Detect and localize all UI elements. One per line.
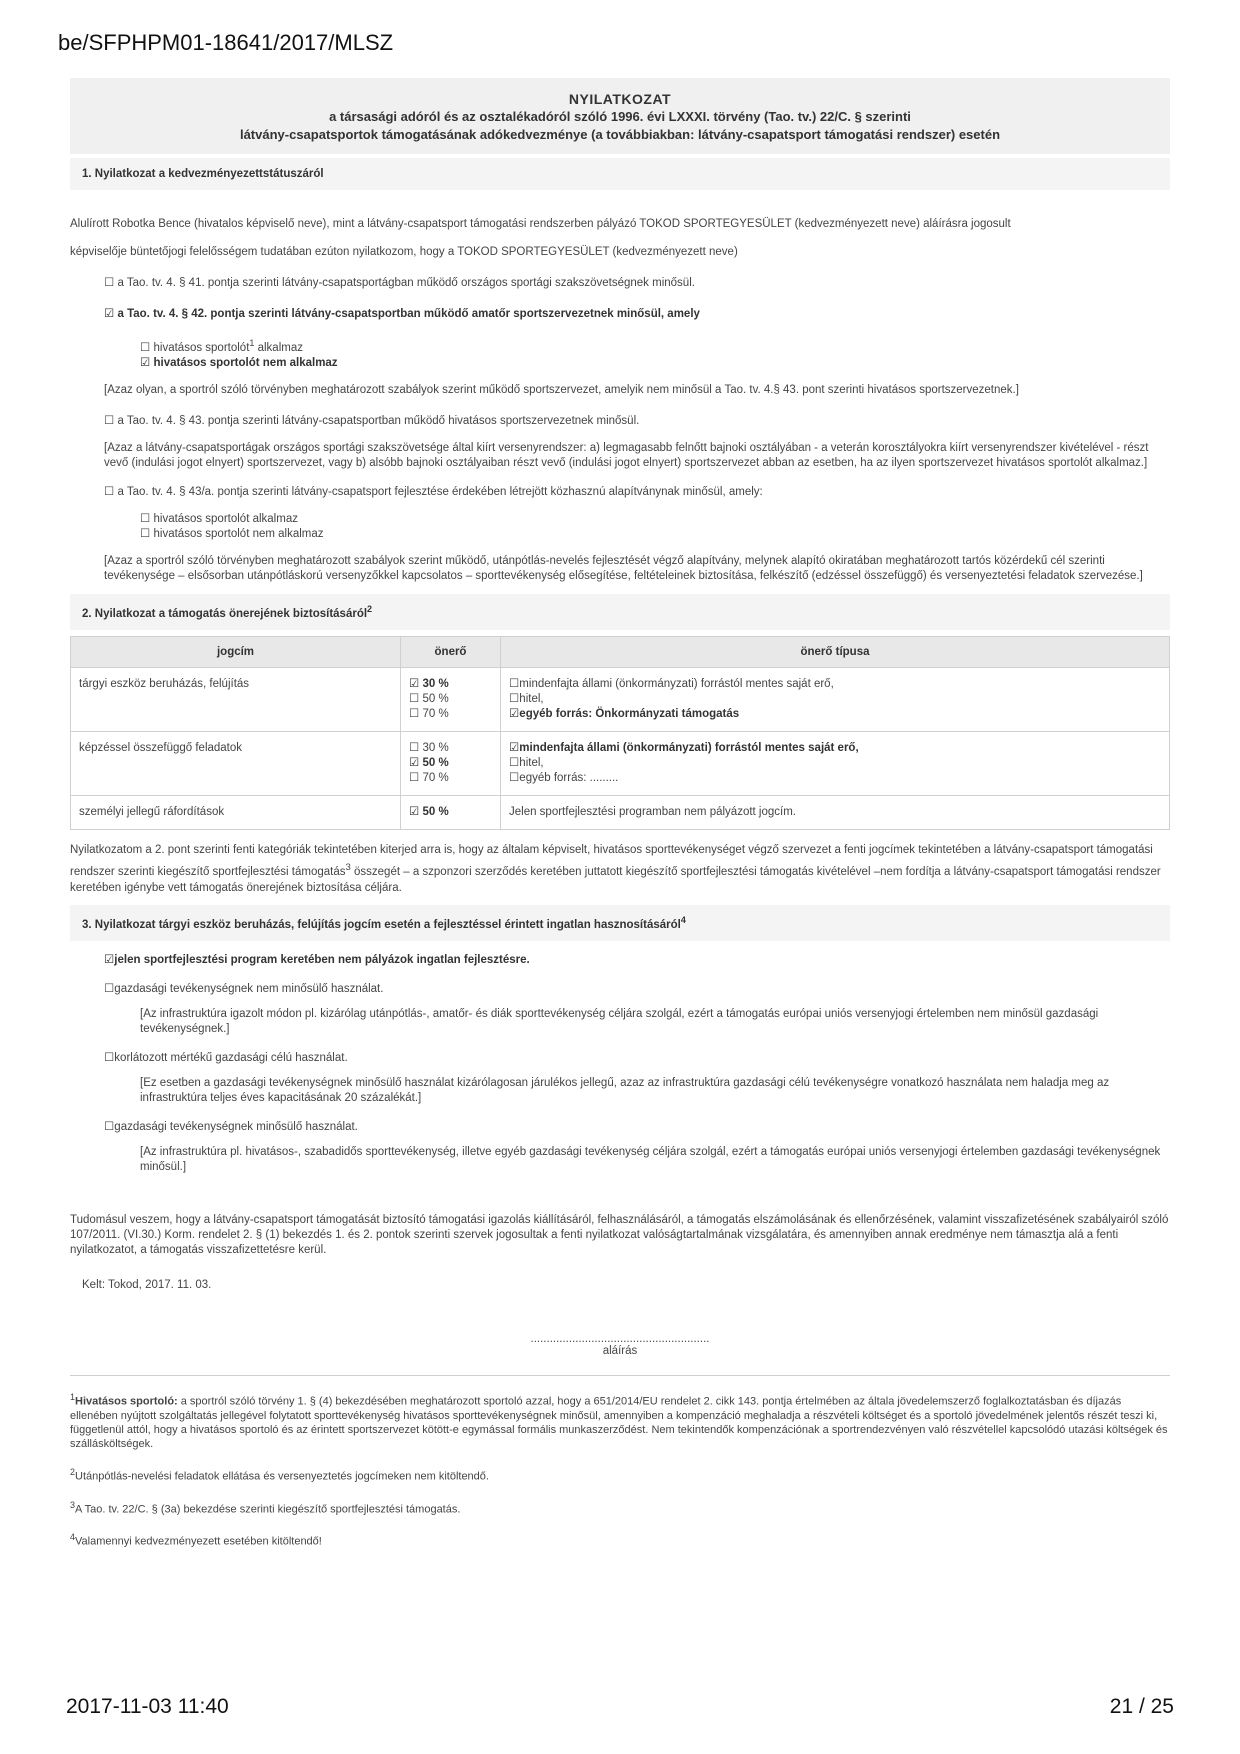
status-option-42[interactable]: ☑ a Tao. tv. 4. § 42. pontja szerinti látvány-csapatsportban működő amatőr sportszervezetnek minősül, amely — [104, 308, 700, 320]
property-note-non-economic: [Az infrastruktúra igazolt módon pl. kizárólag utánpótlás-, amatőr- és diák sporttevékenység céljára szolgál, ezért a támogatás európai uniós versenyjogi értelemben nem minősül gazdasági tevékenységnek.] — [140, 1008, 1099, 1036]
date-place: Kelt: Tokod, 2017. 11. 03. — [82, 1279, 212, 1292]
tipus-cell — [501, 731, 1170, 795]
status-option-43[interactable]: ☐ a Tao. tv. 4. § 43. pontja szerinti látvány-csapatsportban működő hivatásos sportszervezetnek minősül. — [104, 414, 640, 427]
section3-title: 3. Nyilatkozat tárgyi eszköz beruházás, felújítás jogcím esetén a fejlesztéssel érintett ingatlan hasznosításáról$^4$ — [70, 905, 1170, 941]
column-header: önerő típusa — [501, 636, 1170, 667]
onero-option[interactable]: ☐ 70 % — [409, 771, 449, 784]
column-header: önerő — [401, 636, 501, 667]
property-option-non-economic[interactable]: ☐gazdasági tevékenységnek nem minősülő használat. — [104, 983, 384, 996]
section1-intro — [70, 210, 1170, 266]
onero-option[interactable]: ☑ 50 % — [409, 756, 449, 769]
footnote-1: $^1$Hivatásos sportoló: a sportról szóló törvény 1. § (4) bekezdésében meghatározott sportoló azzal, hogy a 651/2014/EU rendelet 2. cikk 143. pontja értelmében az általa jövedelemszerző foglalkoztatásban és díjazás ellenében nyújtott szolgáltatás jellegével folytatott sporttevékenység hivatásos sporttevékenységnek minősül, amennyiben a kompenzáció meghaladja a részvételi költséget és a sportoló jövedelmének jelentős részét teszi ki, függetlenül attól, hogy a hivatásos sportoló és az érintett sportszervezet kötött-e egymással formális munkaszerződést. Nem tekintendők kompenzációnak a sportrendezvényen való részvétellel kapcsolódó utazási költségek és szállásköltségek. — [70, 1392, 1168, 1450]
jogcim-cell: személyi jellegű ráfordítások — [71, 795, 401, 829]
note-42: [Azaz olyan, a sportról szóló törvényben meghatározott szabályok szerint működő sportszervezet, amelyik nem minősül a Tao. tv. 4.§ 43. pont szerinti hivatásos sportszervezetnek.] — [104, 383, 1019, 396]
header-line-3: látvány-csapatsportok támogatásának adókedvezménye (a továbbiakban: látvány-csapatsport támogatási rendszer) esetén — [239, 127, 1001, 142]
property-option-none[interactable]: ☑jelen sportfejlesztési program keretében nem pályázok ingatlan fejlesztésre. — [104, 954, 530, 967]
column-header: jogcím — [71, 636, 401, 667]
onero-option[interactable]: ☐ 50 % — [409, 692, 449, 705]
tipus-option[interactable]: ☐egyéb forrás: ......... — [509, 771, 619, 784]
option-42-pro-no[interactable]: ☑ hivatásos sportolót nem alkalmaz — [140, 356, 338, 369]
tipus-option[interactable]: ☑egyéb forrás: Önkormányzati támogatás — [509, 707, 740, 720]
tipus-cell — [501, 667, 1170, 731]
header-line-2: a társasági adóról és az osztalékadóról szóló 1996. évi LXXXI. törvény (Tao. tv.) 22/C. § szerinti — [329, 109, 911, 124]
option-42-pro-yes[interactable]: ☐ hivatásos sportolót$^1$ alkalmaz — [140, 338, 303, 354]
footnote-2: $^2$Utánpótlás-nevelési feladatok ellátása és versenyeztetés jogcímeken nem kitöltendő. — [70, 1466, 489, 1483]
tipus-option[interactable]: ☐hitel, — [509, 692, 544, 705]
property-note-economic: [Az infrastruktúra pl. hivatásos-, szabadidős sporttevékenység, illetve egyéb gazdasági tevékenység céljára szolgál, ezért a támogatás európai uniós versenyjogi értelemben gazdasági tevékenységnek minősül.] — [140, 1146, 1161, 1174]
closing-statement: Tudomásul veszem, hogy a látvány-csapatsport támogatását biztosító támogatási igazolás kiállításáról, felhasználásáról, a támogatás elszámolásának és ellenőrzésének, valamint visszafizetésének szabályairól szóló 107/2011. (VI.30.) Korm. rendelet 2. § (1) bekezdés 1. és 2. pontok szerinti szervek jogosultak a fenti nyilatkozat valóságtartalmának vizsgálatára, és amennyiben annak eredménye nem támasztja alá a fenti nyilatkozatot, a támogatás visszafizettetésre kerül. — [70, 1214, 1169, 1257]
table-row — [71, 795, 1170, 829]
status-option-41[interactable]: ☐ a Tao. tv. 4. § 41. pontja szerinti látvány-csapatsportágban működő országos sportági szakszövetségnek minősül. — [104, 277, 695, 289]
tipus-option[interactable]: ☐hitel, — [509, 756, 544, 769]
note-43: [Azaz a látvány-csapatsportágak országos sportági szakszövetsége által kiírt versenyrendszer: a) legmagasabb felnőtt bajnoki osztályában - a veterán korosztályokra kiírt versenyrendszer kivételével - részt vevő (indulási jogot elnyert) sportszervezet, vagy b) alsóbb bajnoki osztályaiban részt vevő (indulási jogot elnyert) sportszervezet abban az esetben, ha az ilyen sportszervezet hivatásos sportolót alkalmaz.] — [104, 441, 1149, 469]
print-timestamp: 2017-11-03 11:40 — [66, 1695, 229, 1718]
onero-option[interactable]: ☐ 70 % — [409, 707, 449, 720]
document-id: be/SFPHPM01-18641/2017/MLSZ — [58, 30, 394, 55]
jogcim-cell: képzéssel összefüggő feladatok — [71, 731, 401, 795]
self-funding-table — [70, 636, 1170, 830]
footnote-3: $^3$A Tao. tv. 22/C. § (3a) bekezdése szerinti kiegészítő sportfejlesztési támogatás. — [70, 1499, 461, 1516]
signature-line: ........................................................ — [530, 1333, 710, 1346]
jogcim-cell: tárgyi eszköz beruházás, felújítás — [71, 667, 401, 731]
onero-cell — [401, 731, 501, 795]
note-43a: [Azaz a sportról szóló törvényben meghatározott szabályok szerint működő, utánpótlás-nevelés fejlesztését végző alapítvány, melynek alapító okiratában meghatározott tartós közérdekű cél szerinti tevékenysége – elsősorban utánpótláskorú versenyzőkkel kapcsolatos – sporttevékenység elősegítése, feltételeinek biztosítása, felkészítő (edzéssel összefüggő) és versenyeztetési feladatok szervezése.] — [104, 554, 1143, 582]
page-title: NYILATKOZAT — [568, 91, 672, 107]
onero-cell — [401, 667, 501, 731]
intro-line-1: Alulírott Robotka Bence (hivatalos képviselő neve), mint a látvány-csapatsport támogatási rendszerben pályázó TOKOD SPORTEGYESÜLET (kedvezményezett neve) aláírásra jogosult — [70, 218, 1011, 230]
table-row — [71, 731, 1170, 795]
document-body — [70, 78, 1170, 1549]
table-header-row — [71, 636, 1170, 667]
onero-option[interactable]: ☑ 50 % — [409, 805, 449, 818]
section1-title: 1. Nyilatkozat a kedvezményezettstátuszáról — [70, 158, 1170, 190]
page-number: 21 / 25 — [1109, 1695, 1174, 1718]
onero-cell — [401, 795, 501, 829]
onero-option[interactable]: ☐ 30 % — [409, 741, 449, 754]
tipus-text: Jelen sportfejlesztési programban nem pályázott jogcím. — [509, 805, 797, 818]
tipus-option[interactable]: ☐mindenfajta állami (önkormányzati) forrástól mentes saját erő, — [509, 677, 834, 690]
footnote-4: $^4$Valamennyi kedvezményezett esetében kitöltendő! — [70, 1532, 322, 1548]
property-option-limited[interactable]: ☐korlátozott mértékű gazdasági célú használat. — [104, 1052, 348, 1065]
table-row — [71, 667, 1170, 731]
section2-title: 2. Nyilatkozat a támogatás önerejének biztosításáról$^2$ — [70, 594, 1170, 630]
option-43a-pro-yes[interactable]: ☐ hivatásos sportolót alkalmaz — [140, 512, 298, 525]
declaration-header — [70, 78, 1170, 154]
status-option-43a[interactable]: ☐ a Tao. tv. 4. § 43/a. pontja szerinti látvány-csapatsport fejlesztése érdekében létrejött közhasznú alapítványnak minősül, amely: — [104, 485, 763, 498]
option-43a-pro-no[interactable]: ☐ hivatásos sportolót nem alkalmaz — [140, 527, 324, 540]
onero-option[interactable]: ☑ 30 % — [409, 677, 449, 690]
intro-line-2: képviselője büntetőjogi felelősségem tudatában ezúton nyilatkozom, hogy a TOKOD SPORTEGYESÜLET (kedvezményezett neve) — [70, 246, 738, 258]
section2-declaration: Nyilatkozatom a 2. pont szerinti fenti kategóriák tekintetében kiterjed arra is, hogy az általam képviselt, hivatásos sporttevékenységet végző szervezet a fenti jogcímek tekintetében a látvány-csapatsport támogatási rendszer szerinti kiegészítő sportfejlesztési támogatás$^3$ összegét – a szponzori szerződés keretében juttatott kiegészítő sportfejlesztési támogatás kivételével –nem fordítja a látvány-csapatsport támogatási rendszer keretében igénybe vett támogatás önerejének biztosítása céljára. — [70, 843, 1161, 895]
property-note-limited: [Ez esetben a gazdasági tevékenységnek minősülő használat kizárólagosan járulékos jellegű, azaz az infrastruktúra gazdasági célú tevékenységre vonatkozó használata nem haladja meg az infrastruktúra teljes éves kapacitásának 20 százalékát.] — [140, 1077, 1110, 1105]
tipus-cell — [501, 795, 1170, 829]
signature-label: aláírás — [602, 1345, 638, 1358]
tipus-option[interactable]: ☑mindenfajta állami (önkormányzati) forrástól mentes saját erő, — [509, 741, 859, 754]
property-option-economic[interactable]: ☐gazdasági tevékenységnek minősülő használat. — [104, 1121, 358, 1134]
